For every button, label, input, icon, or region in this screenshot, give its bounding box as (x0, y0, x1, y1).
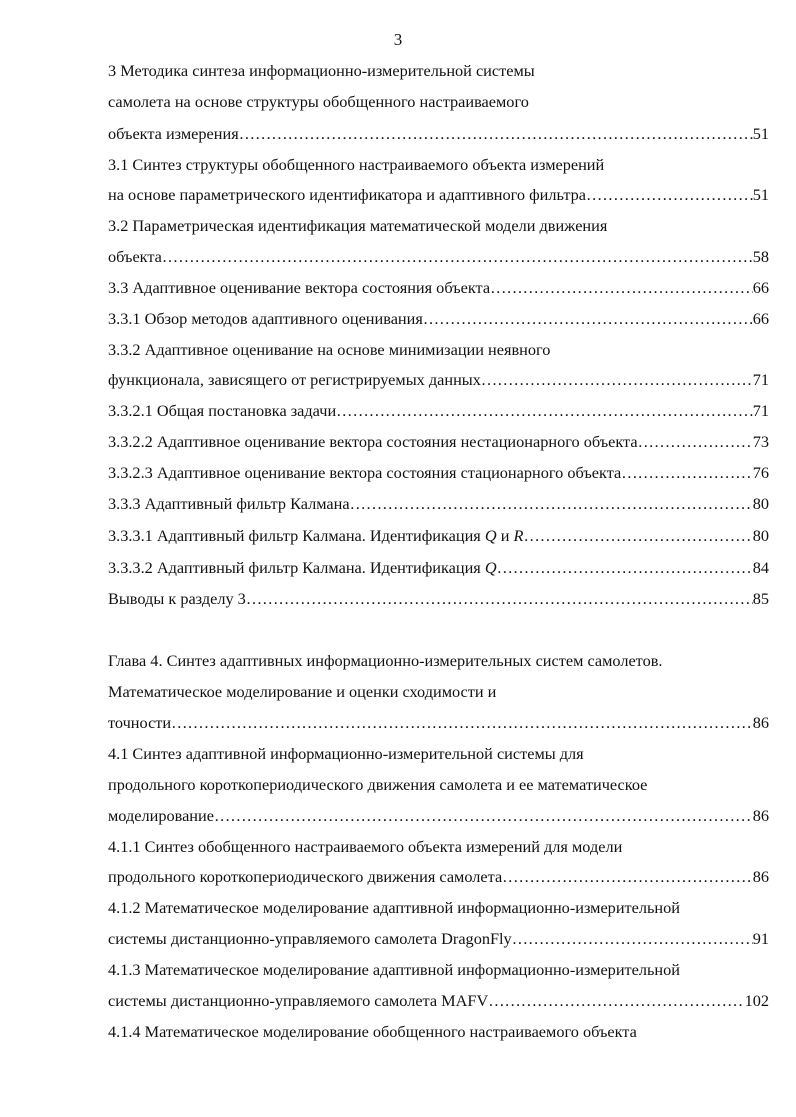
toc-line: 3.1 Синтез структуры обобщенного настраиваемого объекта измерений (108, 155, 605, 174)
toc-entry-page: 73 (752, 432, 769, 451)
toc-line: 3.3.2 Адаптивное оценивание на основе минимизации неявного (108, 340, 551, 359)
toc-entry-page: 86 (752, 806, 769, 825)
toc-entry-page: 51 (752, 124, 769, 143)
toc-entry-page: 91 (752, 929, 769, 948)
toc-line: Математическое моделирование и оценки сходимости и (108, 682, 497, 701)
toc-entry[interactable] (108, 184, 769, 206)
page-number: 3 (393, 30, 403, 49)
toc-entry[interactable] (108, 866, 769, 888)
toc-entry-page: 76 (752, 463, 769, 482)
toc-line: 4.1.4 Математическое моделирование обобщенного настраиваемого объекта (108, 1022, 637, 1041)
leader-dots (214, 805, 753, 827)
toc-line: продольного короткопериодического движения самолета и ее математическое (108, 775, 648, 794)
toc-entry-title: Выводы к разделу 3 (108, 589, 246, 608)
toc-entry[interactable] (108, 462, 769, 484)
leader-dots (490, 277, 753, 299)
leader-dots (350, 493, 753, 515)
toc-entry-title: системы дистанционно-управляемого самолета MAFV (108, 991, 489, 1010)
leader-dots (239, 123, 753, 145)
leader-dots (162, 246, 753, 268)
toc-entry[interactable] (108, 805, 769, 827)
toc-entry-page: 85 (752, 589, 769, 608)
toc-line: самолета на основе структуры обобщенного настраиваемого (108, 92, 529, 111)
leader-dots (423, 308, 753, 330)
toc-entry-title: 3.3.3.2 Адаптивный фильтр Калмана. Идентификация Q (108, 558, 497, 577)
toc-entry-title: 3.3 Адаптивное оценивание вектора состояния объекта (108, 278, 491, 297)
toc-line: 4.1.1 Синтез обобщенного настраиваемого объекта измерений для модели (108, 837, 623, 856)
toc-entry-page: 80 (752, 494, 769, 513)
leader-dots (336, 400, 753, 422)
math-symbol: Q (484, 526, 497, 545)
toc-entry[interactable] (108, 928, 769, 950)
toc-entry-title: 3.3.3.1 Адаптивный фильтр Калмана. Идентификация Q и R (108, 526, 524, 545)
leader-dots (246, 588, 753, 610)
toc-entry[interactable] (108, 246, 769, 268)
toc-entry-page: 51 (752, 185, 769, 204)
toc-entry-title: 3.3.3 Адаптивный фильтр Калмана (108, 494, 350, 513)
toc-entry[interactable] (108, 588, 769, 610)
toc-entry[interactable] (108, 557, 769, 579)
toc-line: 3 Методика синтеза информационно-измерительной системы (108, 61, 535, 80)
toc-entry-title: системы дистанционно-управляемого самолета DragonFly (108, 929, 512, 948)
math-symbol: R (513, 526, 524, 545)
toc-entry-title: 3.3.2.3 Адаптивное оценивание вектора состояния стационарного объекта (108, 463, 622, 482)
leader-dots (171, 712, 753, 734)
toc-line: 4.1.2 Математическое моделирование адаптивной информационно-измерительной (108, 898, 680, 917)
leader-dots (497, 557, 753, 579)
leader-dots (638, 431, 753, 453)
math-symbol: Q (484, 558, 497, 577)
leader-dots (586, 184, 753, 206)
toc-entry-page: 102 (744, 991, 769, 1010)
toc-entry[interactable] (108, 369, 769, 391)
toc-entry-page: 80 (752, 526, 769, 545)
toc-entry[interactable] (108, 308, 769, 330)
leader-dots (512, 928, 753, 950)
toc-entry[interactable] (108, 990, 769, 1012)
toc-entry-title: моделирование (108, 806, 214, 825)
toc-line: 4.1.3 Математическое моделирование адаптивной информационно-измерительной (108, 960, 680, 979)
toc-line: 4.1 Синтез адаптивной информационно-измерительной системы для (108, 744, 584, 763)
toc-entry[interactable] (108, 525, 769, 547)
toc-entry-title: 3.3.2.1 Общая постановка задачи (108, 401, 337, 420)
toc-entry[interactable] (108, 400, 769, 422)
toc-entry[interactable] (108, 493, 769, 515)
toc-entry[interactable] (108, 431, 769, 453)
toc-entry-page: 66 (752, 309, 769, 328)
toc-entry-page: 86 (752, 713, 769, 732)
toc-entry-title: объекта измерения (108, 124, 239, 143)
toc-entry-title: 3.3.1 Обзор методов адаптивного оценивания (108, 309, 423, 328)
toc-line: Глава 4. Синтез адаптивных информационно-измерительных систем самолетов. (108, 651, 663, 670)
toc-entry[interactable] (108, 277, 769, 299)
leader-dots (481, 369, 753, 391)
toc-entry-page: 86 (752, 867, 769, 886)
leader-dots (621, 462, 752, 484)
leader-dots (502, 866, 753, 888)
toc-entry-page: 58 (752, 247, 769, 266)
toc-entry[interactable] (108, 123, 769, 145)
toc-entry-title: 3.3.2.2 Адаптивное оценивание вектора состояния нестационарного объекта (108, 432, 638, 451)
toc-entry-title: точности (108, 713, 172, 732)
leader-dots (488, 990, 744, 1012)
toc-entry-page: 66 (752, 278, 769, 297)
toc-entry-page: 71 (752, 401, 769, 420)
toc-line: 3.2 Параметрическая идентификация математической модели движения (108, 216, 608, 235)
toc-entry-page: 71 (752, 370, 769, 389)
toc-entry-title: на основе параметрического идентификатора и адаптивного фильтра (108, 185, 586, 204)
toc-entry-title: функционала, зависящего от регистрируемых данных (108, 370, 481, 389)
toc-entry-title: продольного короткопериодического движения самолета (108, 867, 503, 886)
toc-entry-title: объекта (108, 247, 162, 266)
toc-entry[interactable] (108, 712, 769, 734)
toc-entry-page: 84 (752, 558, 769, 577)
leader-dots (523, 525, 752, 547)
